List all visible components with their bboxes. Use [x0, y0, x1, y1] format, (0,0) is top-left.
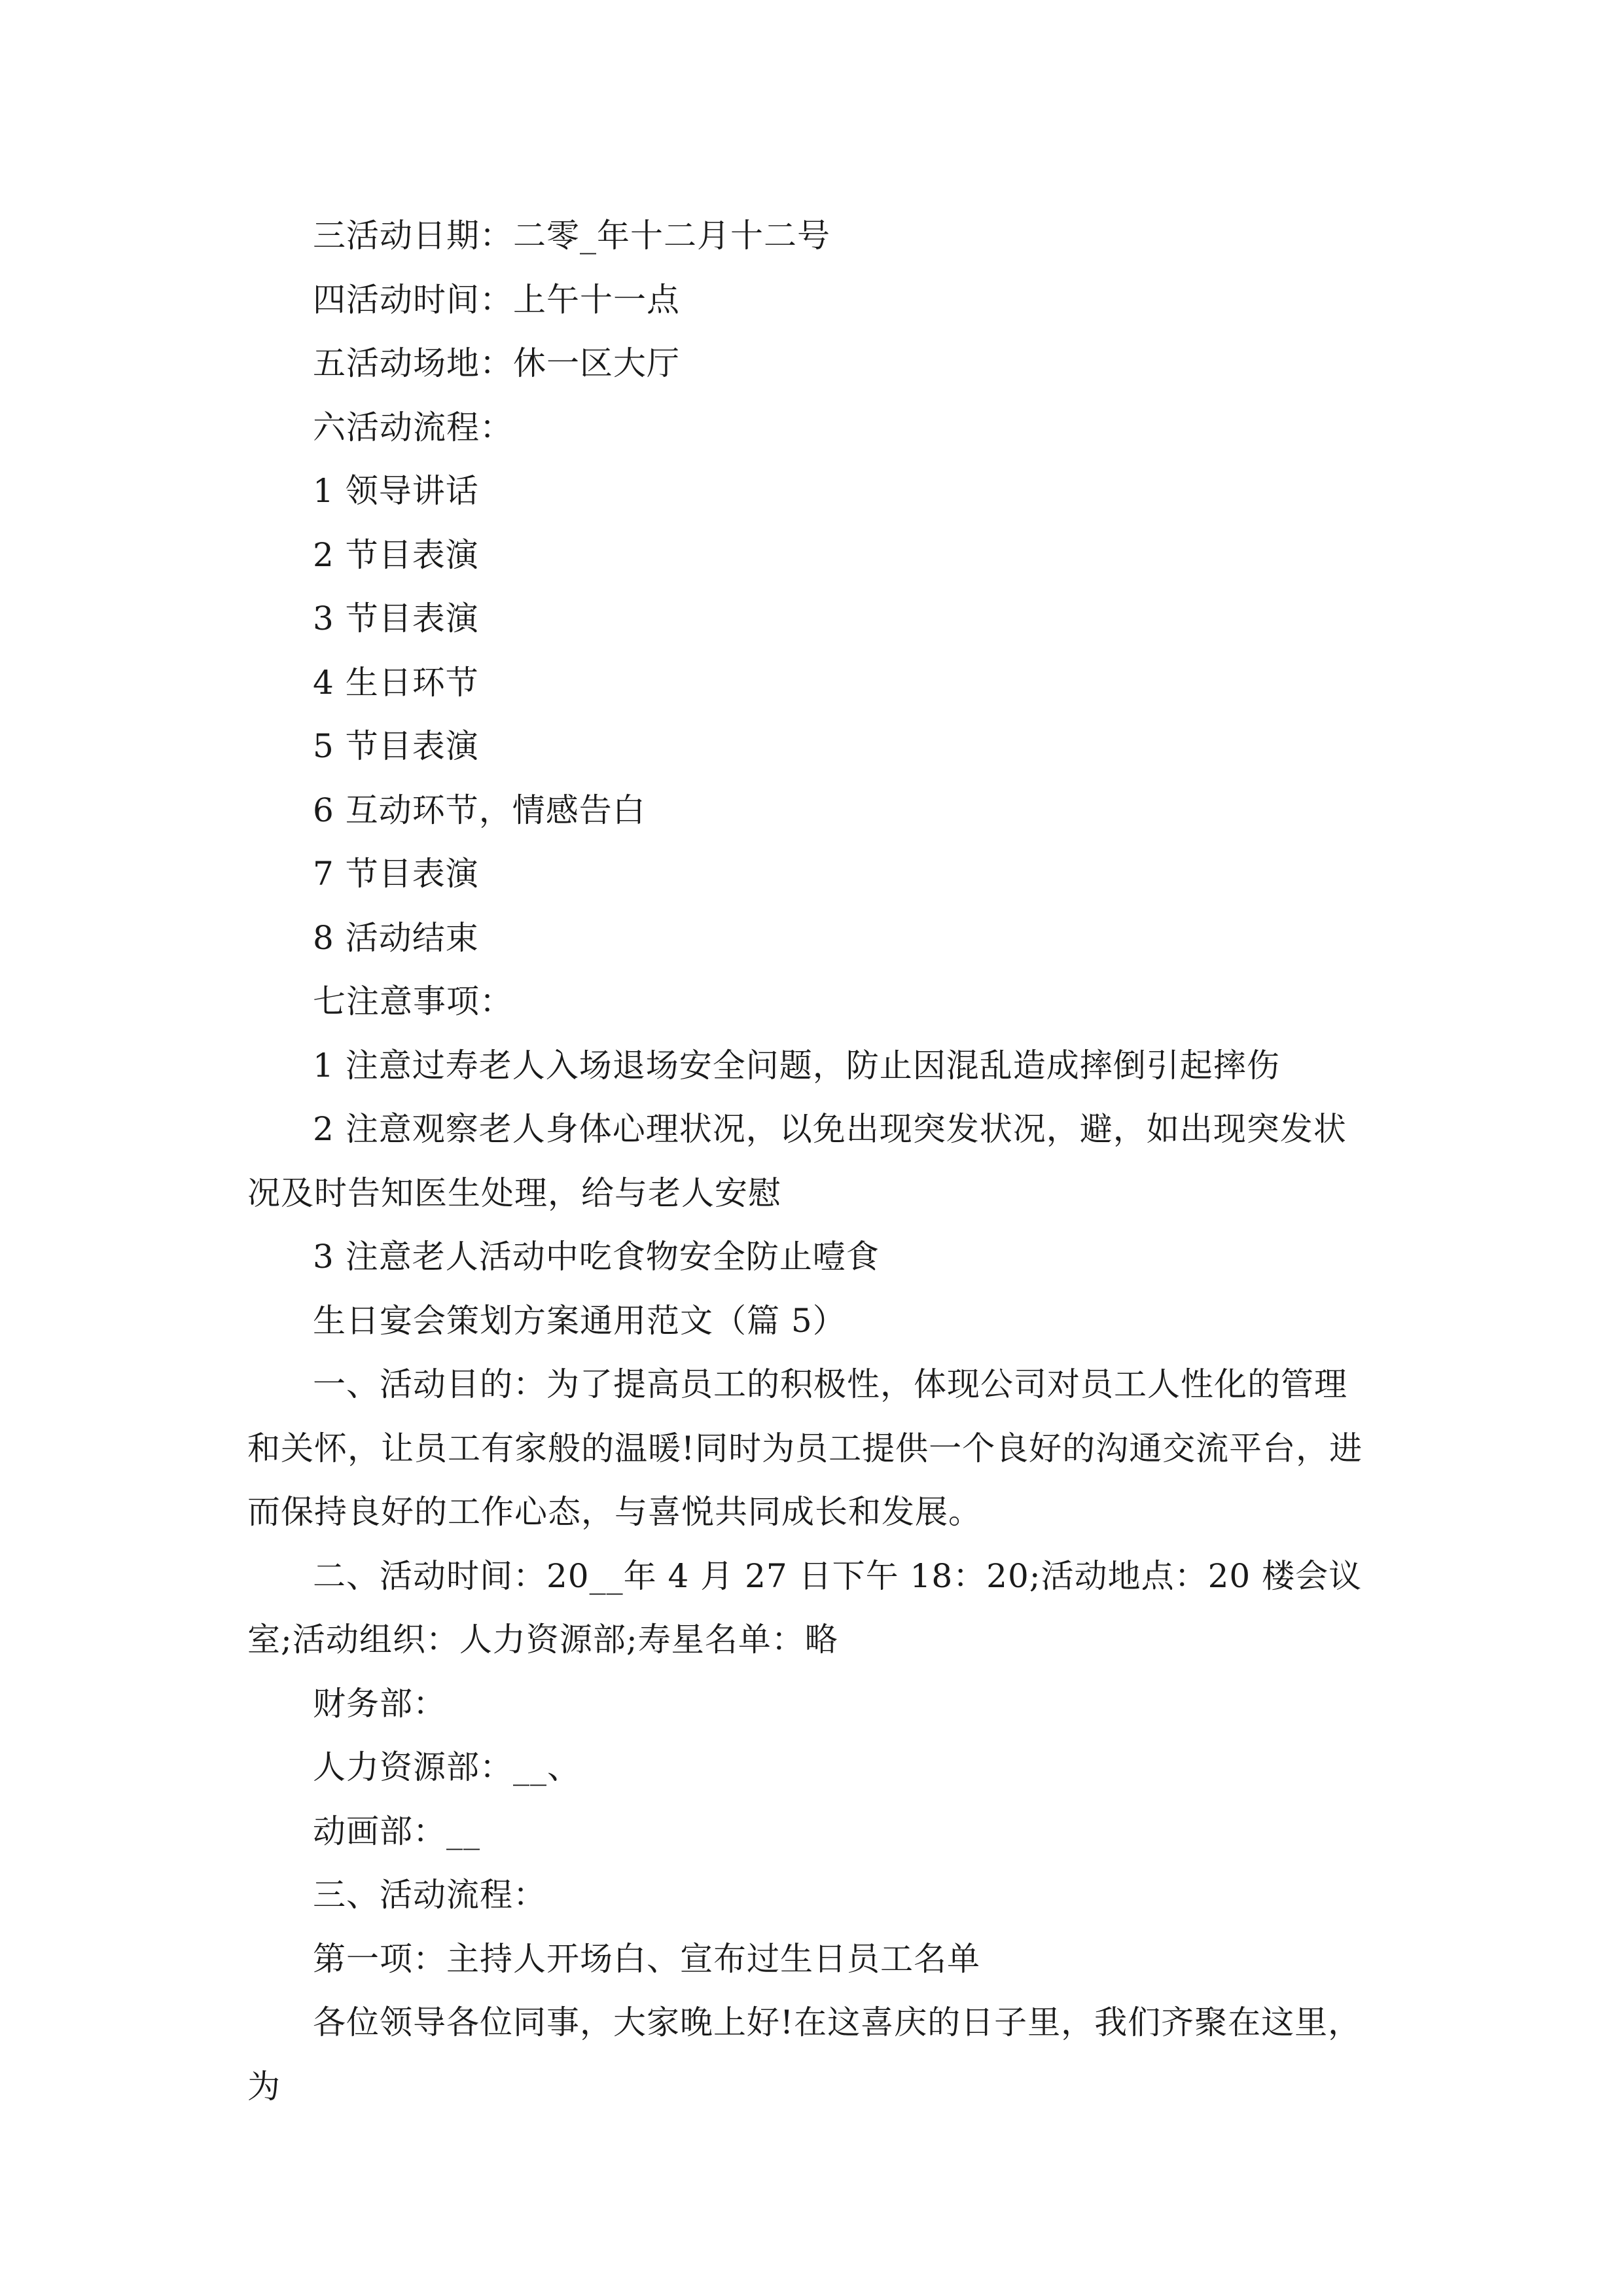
- list-item: 1 领导讲话: [313, 472, 479, 510]
- paragraph: 四活动时间：上午十一点: [313, 280, 680, 319]
- paragraph: 三、活动流程：: [313, 1876, 546, 1914]
- paragraph: 各位领导各位同事，大家晚上好!在这喜庆的日子里，我们齐聚在这里，为: [247, 2003, 1362, 2106]
- paragraph: 七注意事项：: [313, 982, 513, 1020]
- list-item: 7 节目表演: [313, 855, 479, 893]
- list-item: 1 注意过寿老人入场退场安全问题，防止因混乱造成摔倒引起摔伤: [313, 1046, 1280, 1085]
- section-heading: 生日宴会策划方案通用范文（篇 5）: [313, 1301, 846, 1340]
- document-body: [247, 204, 1380, 2119]
- list-item: 3 注意老人活动中吃食物安全防止噎食: [313, 1238, 880, 1276]
- paragraph: 三活动日期：二零_年十二月十二号: [313, 217, 830, 255]
- list-item: 5 节目表演: [313, 727, 479, 765]
- list-item: 2 注意观察老人身体心理状况，以免出现突发状况，避，如出现突发状况及时告知医生处理，给与老人安慰: [247, 1110, 1347, 1212]
- paragraph: 财务部：: [313, 1684, 446, 1723]
- list-item: 4 生日环节: [313, 663, 479, 702]
- paragraph: 第一项：主持人开场白、宣布过生日员工名单: [313, 1939, 980, 1978]
- list-item: 2 节目表演: [313, 535, 479, 574]
- list-item: 3 节目表演: [313, 600, 479, 637]
- paragraph: 六活动流程：: [313, 408, 513, 446]
- paragraph: 人力资源部：__、: [313, 1748, 580, 1786]
- paragraph: 动画部：__: [313, 1812, 480, 1850]
- paragraph: 一、活动目的：为了提高员工的积极性，体现公司对员工人性化的管理和关怀，让员工有家般的温暖!同时为员工提供一个良好的沟通交流平台，进而保持良好的工作心态，与喜悦共同成长和发展。: [247, 1365, 1363, 1531]
- list-item: 8 活动结束: [313, 918, 479, 957]
- list-item: 6 互动环节，情感告白: [313, 791, 646, 829]
- paragraph: 五活动场地：休一区大厅: [313, 344, 680, 382]
- paragraph: 二、活动时间：20__年 4 月 27 日下午 18：20;活动地点：20 楼会议室;活动组织：人力资源部;寿星名单：略: [247, 1556, 1363, 1659]
